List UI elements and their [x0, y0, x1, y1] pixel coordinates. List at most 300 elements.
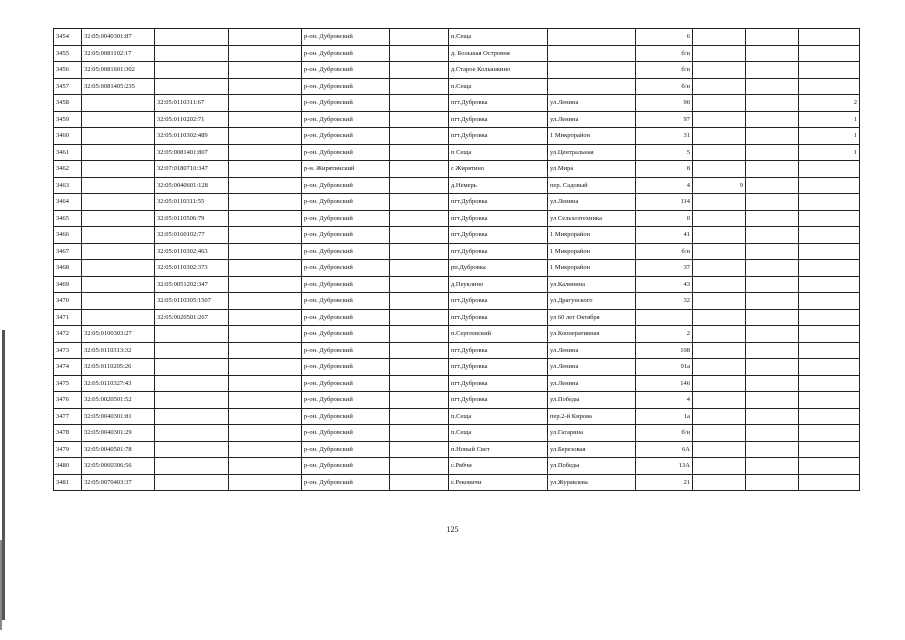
- house-number-cell: б/н: [636, 62, 693, 79]
- locality-cell: рп.Дубровка: [449, 260, 548, 277]
- empty-cell: [390, 161, 449, 178]
- extra-cell: [799, 194, 860, 211]
- locality-cell: д.Старое Колышкино: [449, 62, 548, 79]
- street-cell: ул.Гагарина: [548, 425, 636, 442]
- extra-cell: [693, 375, 746, 392]
- table-row: [54, 441, 860, 458]
- cadastral-number-building: 32:05:0110506:79: [155, 210, 229, 227]
- locality-cell: д. Большая Островня: [449, 45, 548, 62]
- empty-cell: [390, 260, 449, 277]
- extra-cell: [799, 210, 860, 227]
- empty-cell: [229, 309, 302, 326]
- region-cell: р-он. Дубровский: [302, 29, 390, 46]
- empty-cell: [229, 45, 302, 62]
- region-cell: р-он. Дубровский: [302, 359, 390, 376]
- locality-cell: пгт.Дубровка: [449, 128, 548, 145]
- table-row: [54, 474, 860, 491]
- row-number: 3467: [54, 243, 82, 260]
- empty-cell: [229, 29, 302, 46]
- house-number-cell: б/н: [636, 243, 693, 260]
- extra-cell: [799, 29, 860, 46]
- locality-cell: пгт.Дубровка: [449, 392, 548, 409]
- extra-cell: [799, 342, 860, 359]
- row-number: 3475: [54, 375, 82, 392]
- extra-cell: [693, 342, 746, 359]
- table-row: [54, 342, 860, 359]
- region-cell: р-он. Дубровский: [302, 95, 390, 112]
- cadastral-number-land: [82, 161, 155, 178]
- row-number: 3478: [54, 425, 82, 442]
- extra-cell: [746, 95, 799, 112]
- region-cell: р-он. Дубровский: [302, 408, 390, 425]
- table-row: [54, 309, 860, 326]
- extra-cell: [693, 144, 746, 161]
- region-cell: р-он. Дубровский: [302, 194, 390, 211]
- street-cell: пер. Садовый: [548, 177, 636, 194]
- street-cell: ул.Ленина: [548, 359, 636, 376]
- locality-cell: пгт.Дубровка: [449, 375, 548, 392]
- row-number: 3472: [54, 326, 82, 343]
- house-number-cell: 5: [636, 144, 693, 161]
- extra-cell: [746, 194, 799, 211]
- street-cell: 1 Микрорайон: [548, 260, 636, 277]
- cadastral-number-building: [155, 326, 229, 343]
- cadastral-number-land: [82, 309, 155, 326]
- row-number: 3468: [54, 260, 82, 277]
- empty-cell: [390, 95, 449, 112]
- region-cell: р-он. Дубровский: [302, 78, 390, 95]
- region-cell: р-н. Жирятинский: [302, 161, 390, 178]
- extra-cell: [693, 161, 746, 178]
- empty-cell: [229, 293, 302, 310]
- extra-cell: [746, 276, 799, 293]
- cadastral-number-building: 32:07:0180710:347: [155, 161, 229, 178]
- registry-table-container: [53, 28, 859, 491]
- empty-cell: [390, 375, 449, 392]
- empty-cell: [229, 78, 302, 95]
- cadastral-number-building: 32:05:0110311:67: [155, 95, 229, 112]
- row-number: 3473: [54, 342, 82, 359]
- cadastral-number-building: 32:05:0110202:71: [155, 111, 229, 128]
- house-number-cell: 108: [636, 342, 693, 359]
- cadastral-number-building: 32:05:0110305:1507: [155, 293, 229, 310]
- extra-cell: [799, 260, 860, 277]
- house-number-cell: 2: [636, 326, 693, 343]
- locality-cell: пгт.Дубровка: [449, 342, 548, 359]
- house-number-cell: 8: [636, 161, 693, 178]
- extra-cell: [799, 326, 860, 343]
- extra-cell: [799, 161, 860, 178]
- extra-cell: [693, 78, 746, 95]
- street-cell: [548, 29, 636, 46]
- extra-cell: [693, 441, 746, 458]
- row-number: 3469: [54, 276, 82, 293]
- cadastral-number-land: 32:05:0040301:81: [82, 408, 155, 425]
- street-cell: 1 Микрорайон: [548, 227, 636, 244]
- empty-cell: [229, 111, 302, 128]
- table-row: [54, 161, 860, 178]
- extra-cell: [746, 128, 799, 145]
- cadastral-number-building: [155, 392, 229, 409]
- empty-cell: [229, 210, 302, 227]
- row-number: 3454: [54, 29, 82, 46]
- extra-cell: [693, 326, 746, 343]
- cadastral-number-land: [82, 276, 155, 293]
- street-cell: ул Сельхозтехника: [548, 210, 636, 227]
- cadastral-number-land: [82, 95, 155, 112]
- extra-cell: [799, 474, 860, 491]
- empty-cell: [229, 326, 302, 343]
- street-cell: ул.Центральная: [548, 144, 636, 161]
- region-cell: р-он. Дубровский: [302, 276, 390, 293]
- extra-cell: 2: [799, 95, 860, 112]
- extra-cell: [746, 342, 799, 359]
- extra-cell: [799, 276, 860, 293]
- table-row: [54, 293, 860, 310]
- cadastral-number-building: [155, 408, 229, 425]
- table-row: [54, 359, 860, 376]
- empty-cell: [390, 210, 449, 227]
- row-number: 3470: [54, 293, 82, 310]
- extra-cell: 1: [799, 128, 860, 145]
- locality-cell: с.Рябчи: [449, 458, 548, 475]
- street-cell: ул.Мира: [548, 161, 636, 178]
- empty-cell: [390, 177, 449, 194]
- cadastral-number-land: [82, 210, 155, 227]
- cadastral-number-building: 32:05:0110302:489: [155, 128, 229, 145]
- region-cell: р-он. Дубровский: [302, 260, 390, 277]
- region-cell: р-он. Дубровский: [302, 227, 390, 244]
- row-number: 3457: [54, 78, 82, 95]
- extra-cell: [746, 474, 799, 491]
- row-number: 3459: [54, 111, 82, 128]
- empty-cell: [390, 45, 449, 62]
- empty-cell: [229, 95, 302, 112]
- cadastral-number-building: [155, 45, 229, 62]
- empty-cell: [229, 392, 302, 409]
- cadastral-number-building: 32:05:0081401:807: [155, 144, 229, 161]
- extra-cell: [799, 309, 860, 326]
- extra-cell: [693, 474, 746, 491]
- extra-cell: [746, 392, 799, 409]
- region-cell: р-он. Дубровский: [302, 177, 390, 194]
- extra-cell: [693, 276, 746, 293]
- street-cell: ул.Кооперативная: [548, 326, 636, 343]
- house-number-cell: 21: [636, 474, 693, 491]
- extra-cell: [693, 260, 746, 277]
- house-number-cell: [636, 309, 693, 326]
- street-cell: ул 60 лет Октября: [548, 309, 636, 326]
- locality-cell: п.Сеща: [449, 408, 548, 425]
- table-row: [54, 95, 860, 112]
- cadastral-number-land: 32:05:0040301:29: [82, 425, 155, 442]
- extra-cell: [693, 243, 746, 260]
- cadastral-number-land: 32:05:0040301:87: [82, 29, 155, 46]
- cadastral-number-building: 32:05:0110302:463: [155, 243, 229, 260]
- cadastral-number-land: 32:05:0020501:52: [82, 392, 155, 409]
- extra-cell: [693, 359, 746, 376]
- extra-cell: [746, 243, 799, 260]
- row-number: 3480: [54, 458, 82, 475]
- extra-cell: [693, 210, 746, 227]
- page-number: 125: [446, 525, 459, 534]
- scan-edge-mark: [2, 330, 5, 620]
- empty-cell: [390, 111, 449, 128]
- region-cell: р-он. Дубровский: [302, 45, 390, 62]
- cadastral-number-building: [155, 359, 229, 376]
- empty-cell: [390, 425, 449, 442]
- house-number-cell: 91а: [636, 359, 693, 376]
- row-number: 3456: [54, 62, 82, 79]
- extra-cell: [693, 392, 746, 409]
- street-cell: ул.Березовая: [548, 441, 636, 458]
- house-number-cell: 13А: [636, 458, 693, 475]
- house-number-cell: б/н: [636, 45, 693, 62]
- table-body: [54, 29, 860, 491]
- empty-cell: [229, 359, 302, 376]
- house-number-cell: 97: [636, 111, 693, 128]
- street-cell: ул.Драгунского: [548, 293, 636, 310]
- locality-cell: пгт.Дубровка: [449, 111, 548, 128]
- empty-cell: [390, 441, 449, 458]
- empty-cell: [229, 62, 302, 79]
- cadastral-number-land: 32:05:0110205:26: [82, 359, 155, 376]
- street-cell: ул.Победы: [548, 392, 636, 409]
- row-number: 3462: [54, 161, 82, 178]
- empty-cell: [229, 458, 302, 475]
- empty-cell: [390, 458, 449, 475]
- locality-cell: пгт.Дубровка: [449, 243, 548, 260]
- cadastral-number-land: 32:05:0081601:302: [82, 62, 155, 79]
- region-cell: р-он. Дубровский: [302, 243, 390, 260]
- empty-cell: [229, 408, 302, 425]
- locality-cell: пгт.Дубровка: [449, 359, 548, 376]
- empty-cell: [390, 29, 449, 46]
- extra-cell: [746, 359, 799, 376]
- row-number: 3471: [54, 309, 82, 326]
- region-cell: р-он. Дубровский: [302, 441, 390, 458]
- extra-cell: [799, 458, 860, 475]
- street-cell: пер.2-й Кирова: [548, 408, 636, 425]
- region-cell: р-он. Дубровский: [302, 144, 390, 161]
- region-cell: р-он. Дубровский: [302, 425, 390, 442]
- extra-cell: [746, 144, 799, 161]
- empty-cell: [229, 260, 302, 277]
- street-cell: 1 Микрорайон: [548, 243, 636, 260]
- house-number-cell: 90: [636, 95, 693, 112]
- scan-edge-mark: [0, 540, 2, 630]
- extra-cell: [693, 227, 746, 244]
- empty-cell: [390, 194, 449, 211]
- table-row: [54, 62, 860, 79]
- extra-cell: [746, 210, 799, 227]
- house-number-cell: 4: [636, 392, 693, 409]
- house-number-cell: 6А: [636, 441, 693, 458]
- extra-cell: [799, 45, 860, 62]
- extra-cell: [693, 128, 746, 145]
- cadastral-number-building: [155, 458, 229, 475]
- row-number: 3479: [54, 441, 82, 458]
- table-row: [54, 260, 860, 277]
- house-number-cell: 32: [636, 293, 693, 310]
- locality-cell: пгт.Дубровка: [449, 227, 548, 244]
- extra-cell: [799, 177, 860, 194]
- extra-cell: [746, 309, 799, 326]
- cadastral-number-building: [155, 474, 229, 491]
- extra-cell: [746, 260, 799, 277]
- cadastral-number-land: 32:05:0081405:235: [82, 78, 155, 95]
- empty-cell: [390, 78, 449, 95]
- row-number: 3463: [54, 177, 82, 194]
- extra-cell: [799, 227, 860, 244]
- empty-cell: [390, 276, 449, 293]
- registry-table: [53, 28, 860, 491]
- street-cell: ул.Ленина: [548, 95, 636, 112]
- locality-cell: пгт.Дубровка: [449, 95, 548, 112]
- region-cell: р-он. Дубровский: [302, 474, 390, 491]
- cadastral-number-land: [82, 177, 155, 194]
- cadastral-number-land: [82, 194, 155, 211]
- locality-cell: пгт.Дубровка: [449, 309, 548, 326]
- cadastral-number-building: 32:05:0051202:347: [155, 276, 229, 293]
- extra-cell: 1: [799, 111, 860, 128]
- house-number-cell: б/н: [636, 425, 693, 442]
- empty-cell: [229, 441, 302, 458]
- table-row: [54, 425, 860, 442]
- row-number: 3460: [54, 128, 82, 145]
- street-cell: [548, 62, 636, 79]
- extra-cell: [799, 243, 860, 260]
- extra-cell: [799, 62, 860, 79]
- locality-cell: п.Сеща: [449, 29, 548, 46]
- cadastral-number-building: [155, 29, 229, 46]
- extra-cell: [746, 441, 799, 458]
- empty-cell: [229, 227, 302, 244]
- table-row: [54, 177, 860, 194]
- cadastral-number-land: 32:05:0110313:32: [82, 342, 155, 359]
- row-number: 3466: [54, 227, 82, 244]
- locality-cell: п.Сеща: [449, 78, 548, 95]
- extra-cell: [799, 392, 860, 409]
- house-number-cell: 6: [636, 29, 693, 46]
- extra-cell: [746, 29, 799, 46]
- extra-cell: [799, 408, 860, 425]
- extra-cell: [746, 177, 799, 194]
- empty-cell: [229, 177, 302, 194]
- empty-cell: [390, 62, 449, 79]
- empty-cell: [229, 342, 302, 359]
- cadastral-number-building: 32:05:0020501:267: [155, 309, 229, 326]
- extra-cell: [693, 62, 746, 79]
- table-row: [54, 243, 860, 260]
- cadastral-number-building: 32:05:0110302:373: [155, 260, 229, 277]
- locality-cell: пгт.Дубровка: [449, 194, 548, 211]
- cadastral-number-land: 32:05:0110327:43: [82, 375, 155, 392]
- extra-cell: 1: [799, 144, 860, 161]
- table-row: [54, 276, 860, 293]
- row-number: 3481: [54, 474, 82, 491]
- street-cell: 1 Микрорайон: [548, 128, 636, 145]
- street-cell: [548, 45, 636, 62]
- house-number-cell: 4: [636, 177, 693, 194]
- row-number: 3465: [54, 210, 82, 227]
- extra-cell: 9: [693, 177, 746, 194]
- table-row: [54, 29, 860, 46]
- cadastral-number-land: 32:05:0081102:17: [82, 45, 155, 62]
- extra-cell: [746, 425, 799, 442]
- row-number: 3477: [54, 408, 82, 425]
- row-number: 3458: [54, 95, 82, 112]
- table-row: [54, 210, 860, 227]
- table-row: [54, 144, 860, 161]
- region-cell: р-он. Дубровский: [302, 375, 390, 392]
- street-cell: ул.Победы: [548, 458, 636, 475]
- row-number: 3461: [54, 144, 82, 161]
- cadastral-number-building: [155, 78, 229, 95]
- region-cell: р-он. Дубровский: [302, 309, 390, 326]
- cadastral-number-land: [82, 144, 155, 161]
- cadastral-number-building: [155, 425, 229, 442]
- house-number-cell: 1а: [636, 408, 693, 425]
- cadastral-number-building: 32:05:0110311:55: [155, 194, 229, 211]
- region-cell: р-он. Дубровский: [302, 62, 390, 79]
- extra-cell: [693, 29, 746, 46]
- empty-cell: [229, 375, 302, 392]
- table-row: [54, 78, 860, 95]
- locality-cell: пгт.Дубровка: [449, 210, 548, 227]
- extra-cell: [746, 161, 799, 178]
- cadastral-number-land: [82, 293, 155, 310]
- empty-cell: [229, 276, 302, 293]
- street-cell: ул.Журавлева: [548, 474, 636, 491]
- locality-cell: д.Пеуклино: [449, 276, 548, 293]
- region-cell: р-он. Дубровский: [302, 210, 390, 227]
- row-number: 3455: [54, 45, 82, 62]
- house-number-cell: 43: [636, 276, 693, 293]
- empty-cell: [390, 408, 449, 425]
- locality-cell: с.Рековичи: [449, 474, 548, 491]
- extra-cell: [693, 309, 746, 326]
- extra-cell: [799, 375, 860, 392]
- cadastral-number-building: 32:05:0160102:77: [155, 227, 229, 244]
- cadastral-number-land: [82, 260, 155, 277]
- table-row: [54, 392, 860, 409]
- street-cell: ул.Ленина: [548, 342, 636, 359]
- house-number-cell: 37: [636, 260, 693, 277]
- cadastral-number-land: 32:05:0070403:37: [82, 474, 155, 491]
- table-row: [54, 194, 860, 211]
- locality-cell: п.Новый Свет: [449, 441, 548, 458]
- cadastral-number-building: [155, 441, 229, 458]
- empty-cell: [229, 194, 302, 211]
- locality-cell: п.Сеща: [449, 425, 548, 442]
- extra-cell: [799, 293, 860, 310]
- extra-cell: [693, 111, 746, 128]
- cadastral-number-land: [82, 128, 155, 145]
- cadastral-number-building: [155, 342, 229, 359]
- extra-cell: [799, 425, 860, 442]
- extra-cell: [746, 326, 799, 343]
- table-row: [54, 326, 860, 343]
- cadastral-number-land: 32:05:0040501:78: [82, 441, 155, 458]
- region-cell: р-он. Дубровский: [302, 128, 390, 145]
- extra-cell: [746, 408, 799, 425]
- street-cell: ул.Ленина: [548, 375, 636, 392]
- empty-cell: [229, 474, 302, 491]
- region-cell: р-он. Дубровский: [302, 342, 390, 359]
- extra-cell: [746, 62, 799, 79]
- locality-cell: пгт.Дубровка: [449, 293, 548, 310]
